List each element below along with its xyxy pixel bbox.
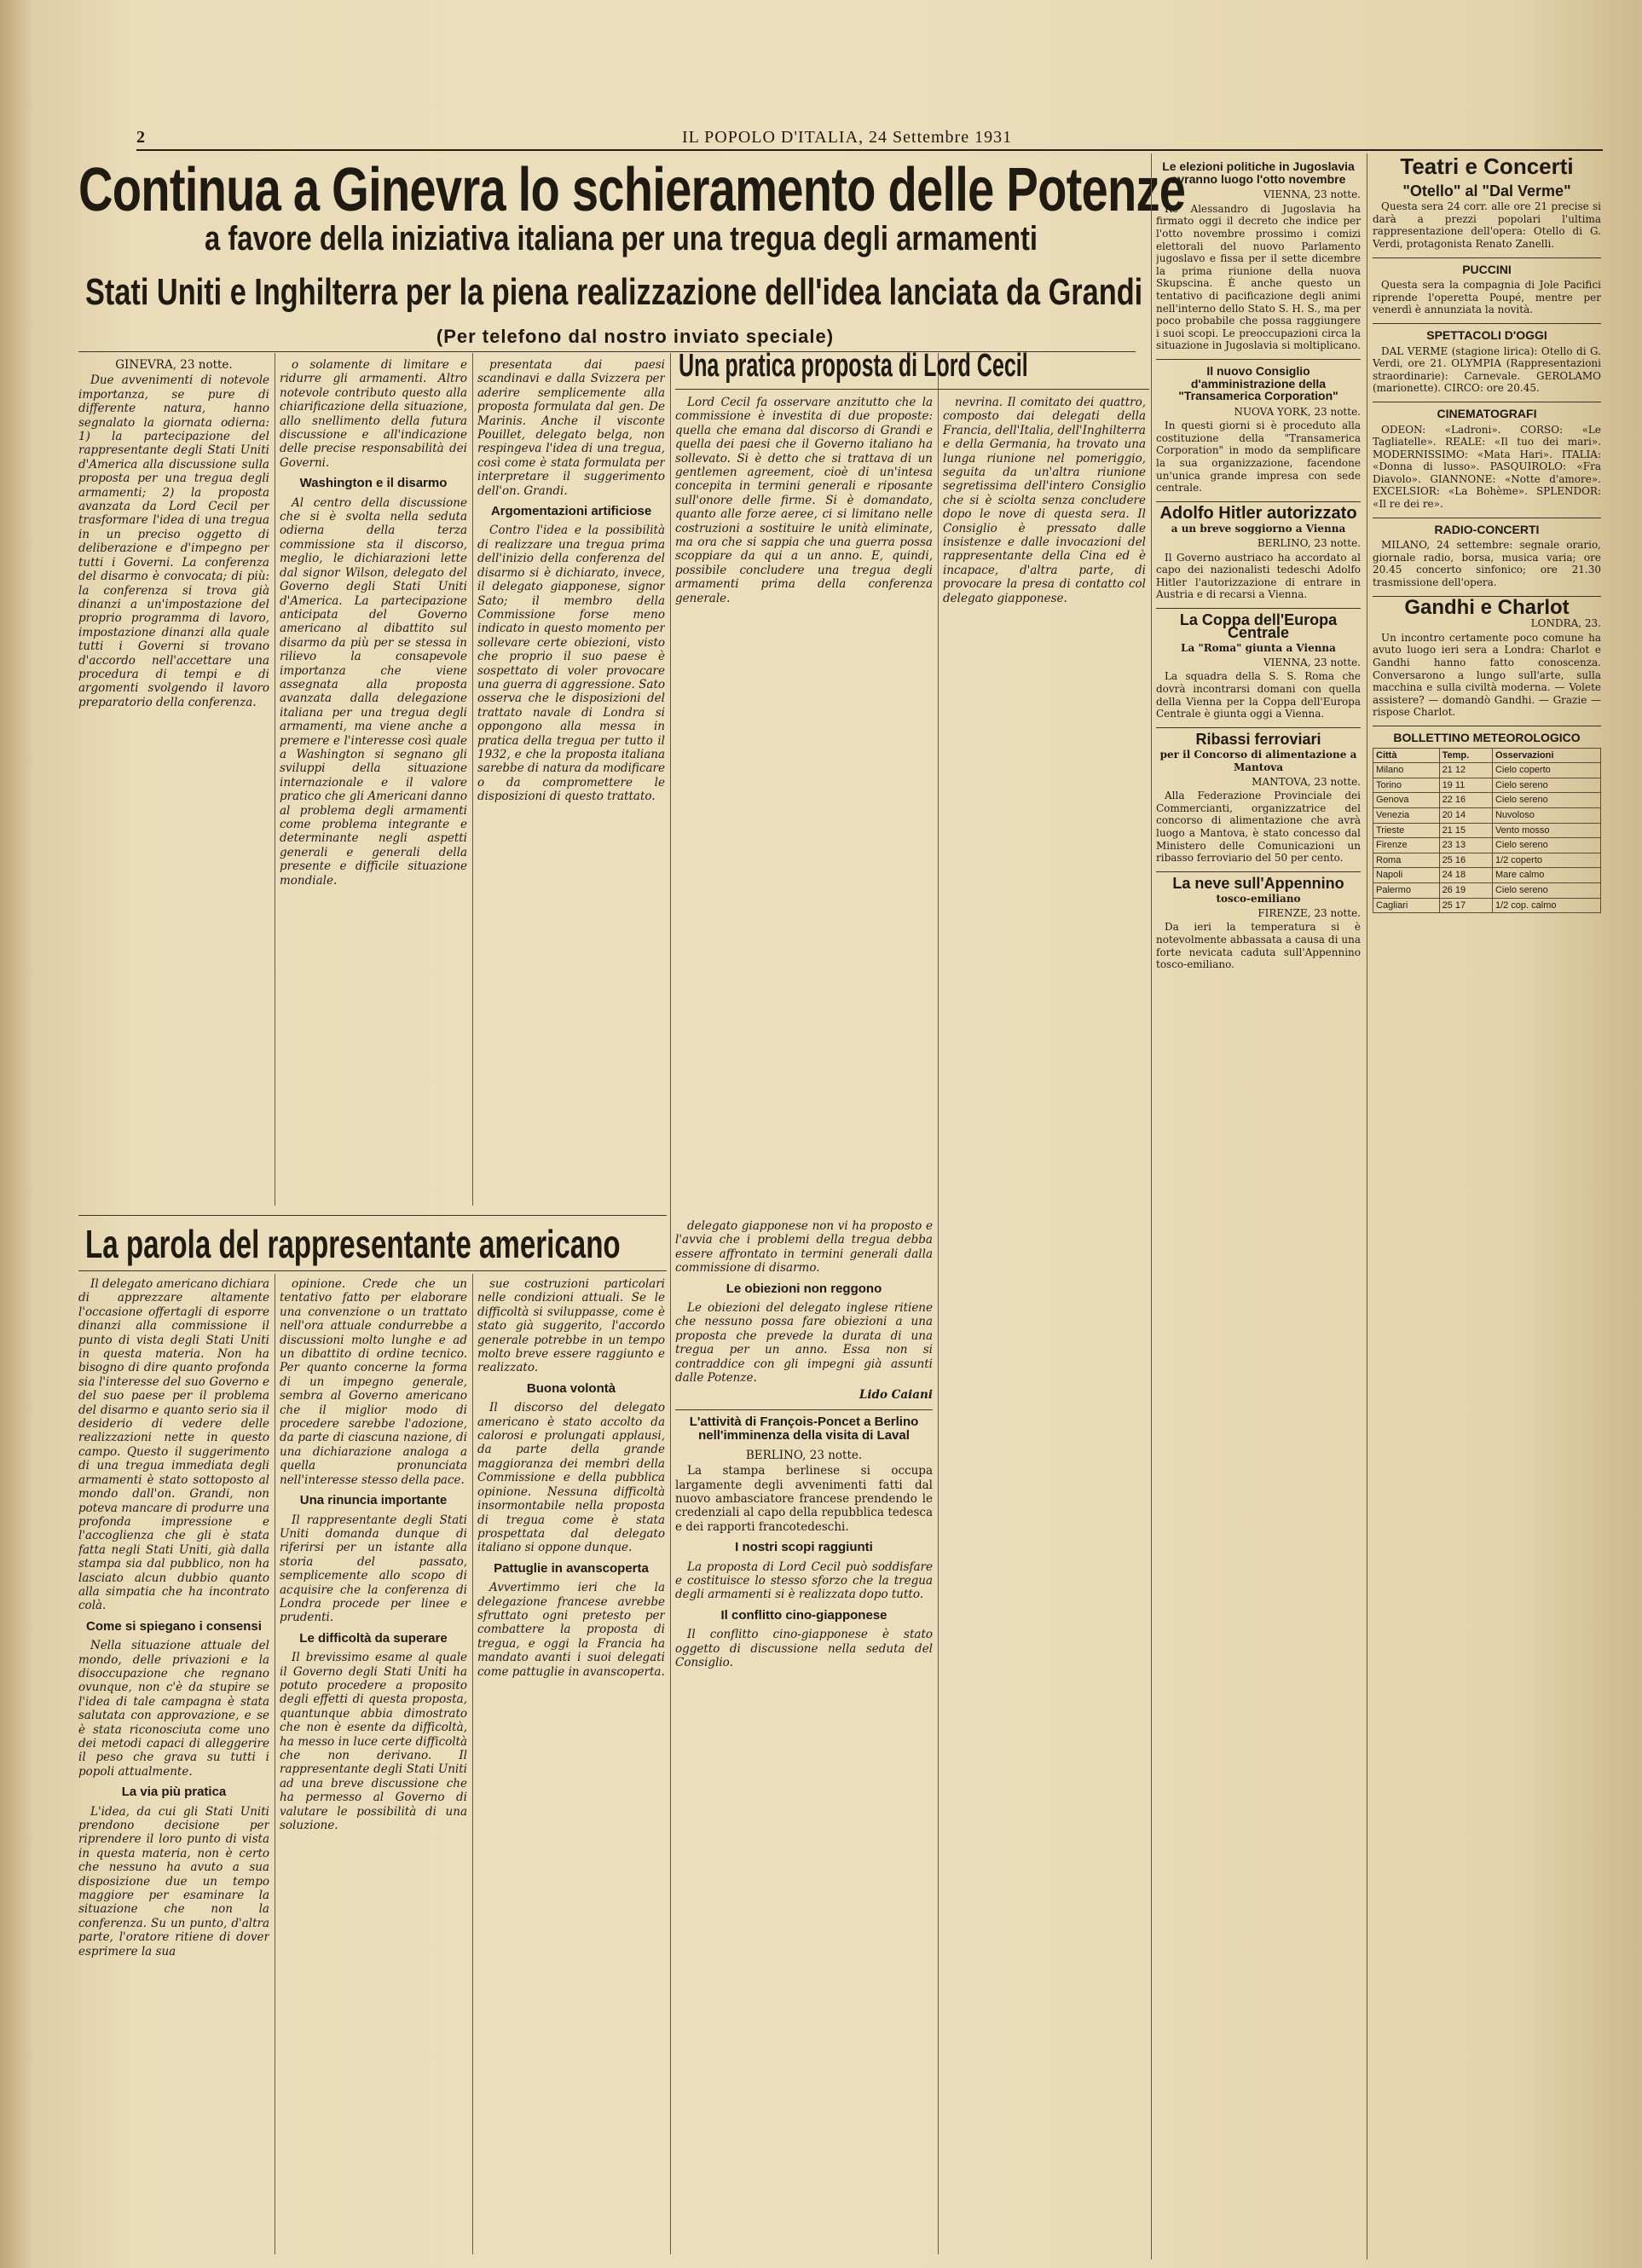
cecil-col-3	[675, 1219, 933, 2259]
table-row	[1373, 823, 1601, 838]
paragraph: Il rappresentante degli Stati Uniti domanda dunque di riferirsi per un istante alla storia del passato, semplicemente allo scopo di acquisire che la conferenza di Londra procede per linee e prudenti.	[280, 1513, 467, 1625]
paragraph: Contro l'idea e la possibilità di realizzare una tregua prima dell'inizio della conferenza del disarmo si è dichiarato, invece, il delegato giapponese, signor Sato; il membro della Commissione forse meno indicato in questo momento per sollevare certe obiezioni, visto che proprio il suo paese è sospettato di voler provocare una guerra di aggressione. Sato osserva che le disposizioni del trattato navale di Londra si oppongono alla messa in pratica della tregua per tutto il 1932, e che la proposta italiana sarebbe di natura da modificare o da compromettere le disposizioni di questo trattato.	[477, 524, 665, 804]
paragraph: Il brevissimo esame al quale il Governo degli Stati Uniti ha potuto procedere a proposito degli effetti di questa proposta, quantunque abbia dimostrato che non è esente da difficoltà, ha messo in luce certe difficoltà che non derivano. Il rappresentante degli Stati Uniti ad una breve discussione che ha permesso al Governo di valutare le possibilità di una soluzione.	[280, 1651, 467, 1833]
table-row	[1373, 868, 1601, 883]
column-rule	[670, 353, 671, 2254]
table-cell: Mare calmo	[1492, 868, 1600, 883]
table-header-row	[1373, 748, 1601, 763]
table-cell: Nuvoloso	[1492, 807, 1600, 823]
paragraph: La stampa berlinese si occupa largamente degli avvenimenti fatti dal nuovo ambasciatore francese prendendo le credenziali al capo della repubblica tedesca e dei rapporti francotedeschi.	[675, 1464, 933, 1534]
paragraph: In questi giorni si è proceduto alla costituzione della "Transamerica Corporation" in modo da semplificare la sua organizzazione, facendone un'unica grande impresa con sede centrale.	[1156, 419, 1361, 495]
dateline: LONDRA, 23.	[1530, 617, 1601, 630]
main-col-3	[477, 358, 665, 1211]
table-row	[1373, 793, 1601, 808]
scan-edge	[0, 0, 36, 2268]
table-cell: 23 13	[1439, 838, 1492, 853]
teatri-title: Teatri e Concerti	[1400, 153, 1574, 179]
paragraph: La proposta di Lord Cecil può soddisfare e costituisce lo stesso sforzo che la tregua degli armamenti si è realizzata dopo tutto.	[675, 1559, 933, 1602]
weather-title: BOLLETTINO METEOROLOGICO	[1373, 726, 1601, 744]
paragraph: Due avvenimenti di notevole importanza, se pure di differente natura, hanno segnalato la giornata odierna: 1) la partecipazione del rappresentante degli Stati Uniti d'America alla discussione sulla proposta per una tregua degli armamenti; 2) la proposta avanzata da Lord Cecil per trasformare l'idea di una tregua in un preciso oggetto di deliberazione e d'impegno per tutti i Governi. La conferenza del disarmo è convocata; di più: la conferenza si trova già dinanzi a un'impostazione del proprio programma di lavoro, impostazione dinanzi alla quale tutti i Governi si trovano d'accordo nell'accettare una procedura di tempi e di argomenti svolgendo il lavoro preparatorio della conferenza.	[78, 373, 269, 709]
cecil-col-1	[675, 396, 933, 1214]
main-subheadline: a favore della iniziativa italiana per una tregua degli armamenti	[205, 220, 1038, 257]
column-rule	[1151, 153, 1152, 2259]
table-cell: Palermo	[1373, 882, 1440, 898]
dateline: FIRENZE, 23 notte.	[1258, 906, 1361, 919]
subhead-obiezioni: Le obiezioni non reggono	[726, 1281, 882, 1296]
table-header: Temp.	[1439, 748, 1492, 763]
paragraph: L'idea, da cui gli Stati Uniti prendono decisione per riprendere il loro punto di vista in questa materia, non è certo che nessuno ha avuto a sua disposizione due un tempo maggiore per esaminare la situazione che non la conferenza. Su un punto, d'altra parte, l'oratore ritiene di dover esprimere la sua	[78, 1804, 269, 1958]
subhead-difficolta: Le difficoltà da superare	[299, 1630, 448, 1646]
table-row	[1373, 838, 1601, 853]
subhead-via: La via più pratica	[121, 1785, 227, 1800]
cecil-headline: Una pratica proposta di Lord Cecil	[679, 348, 1028, 384]
section-rule	[78, 1270, 667, 1271]
dateline: MANTOVA, 23 notte.	[1252, 775, 1361, 788]
cecil-rule	[675, 389, 1149, 390]
table-cell: 21 15	[1439, 823, 1492, 838]
paragraph: opinione. Crede che un tentativo fatto per elaborare una convenzione o un trattato nell'ora attuale condurrebbe a discussioni molto lunghe e ad un dibattito di ordine tecnico. Per quanto concerne la forma di un impegno generale, sembra al Governo americano che il miglior modo di procedere sarebbe l'adozione, da parte di ciascuna nazione, di una dichiarazione analoga a quella pronunciata nell'interesse stesso della pace.	[280, 1277, 467, 1487]
puccini-title: PUCCINI	[1373, 257, 1601, 276]
subhead-cinese: Il conflitto cino-giapponese	[720, 1607, 887, 1623]
page-header	[136, 128, 1151, 148]
subhead-pattuglie: Pattuglie in avanscoperta	[494, 1560, 649, 1576]
table-cell: 25 17	[1439, 898, 1492, 913]
paragraph: Al centro della discussione che si è svolta nella seduta odierna della terza commissione sta il discorso, meglio, le dichiarazioni lette dal signor Wilson, delegato del Governo degli Stati Uniti d'America. La partecipazione anticipata del Governo americano al dibattito sul disarmo da più per se stessa in rilievo la consapevole importanza che viene assegnata alla proposta avanzata dalla delegazione italiana per una tregua degli armamenti, ma viene anche a premere e l'interesse così quale a Washington si segnano gli sviluppi della situazione internazionale e il valore pratico che gli Americani danno al problema degli armamenti come problema integrante e determinante negli aspetti generali e generali della presente e difficile situazione mondiale.	[280, 495, 467, 888]
cecil-col-2	[943, 396, 1146, 1214]
dateline: GINEVRA, 23 notte.	[115, 358, 233, 372]
paragraph: Il conflitto cino-giapponese è stato oggetto di discussione nella seduta del Consiglio.	[675, 1628, 933, 1669]
table-cell: 26 19	[1439, 882, 1492, 898]
cinema-title: CINEMATOGRAFI	[1373, 402, 1601, 420]
ribassi-sub: per il Concorso di alimentazione a Mantova	[1159, 749, 1357, 773]
dateline: BERLINO, 23 notte.	[745, 1448, 863, 1462]
entertainment-column	[1373, 153, 1601, 2259]
table-cell: Cielo sereno	[1492, 838, 1600, 853]
subhead-scopi: I nostri scopi raggiunti	[735, 1540, 873, 1555]
table-cell: 21 12	[1439, 763, 1492, 778]
table-cell: Roma	[1373, 853, 1440, 868]
paragraph: presentata dai paesi scandinavi e dalla Svizzera per aderire semplicemente alla proposta formulata dal gen. De Marinis. Anche il visconte Pouillet, delegato belga, non respingeva l'idea di una tregua, così come è stata formulata per interpretare il suggerimento dell'on. Grandi.	[477, 358, 665, 498]
column-rule	[938, 353, 939, 2254]
masthead: IL POPOLO D'ITALIA, 24 Settembre 1931	[682, 128, 1013, 147]
main-col-2	[280, 358, 467, 1211]
paragraph: o solamente di limitare e ridurre gli armamenti. Altro notevole contributo questo alla chiarificazione della situazione, allo snellimento della futura discussione e all'indicazione delle precise responsabilità dei Governi.	[280, 358, 467, 470]
paragraph: Un incontro certamente poco comune ha avuto luogo ieri sera a Londra: Charlot e Gandhi hanno fatto conoscenza. Conversarono a lungo sull'arte, sulla macchina e sulla civiltà moderna. — Volete assistere? — domandò Gandhi. — Grazie — rispose Charlot.	[1373, 631, 1601, 719]
table-row	[1373, 853, 1601, 868]
radio-title: RADIO-CONCERTI	[1373, 518, 1601, 536]
coppa-sub: La "Roma" giunta a Vienna	[1181, 642, 1336, 655]
coppa-title: La Coppa dell'Europa Centrale	[1156, 608, 1361, 639]
table-cell: 19 11	[1439, 778, 1492, 793]
consiglio-title: Il nuovo Consiglio d'amministrazione della "Transamerica Corporation"	[1156, 359, 1361, 402]
page-number: 2	[136, 128, 145, 147]
hitler-title: Adolfo Hitler autorizzato	[1156, 501, 1361, 520]
table-cell: Cagliari	[1373, 898, 1440, 913]
paragraph: sue costruzioni particolari nelle condizioni attuali. Se le difficoltà si sviluppasse, come è stato già suggerito, l'accordo generale potrebbe in un tempo molto breve essere raggiunto e realizzato.	[477, 1277, 665, 1375]
table-header: Osservazioni	[1492, 748, 1600, 763]
american-col-1	[78, 1277, 269, 2258]
dateline: NUOVA YORK, 23 notte.	[1234, 405, 1361, 418]
table-cell: Firenze	[1373, 838, 1440, 853]
table-cell: Torino	[1373, 778, 1440, 793]
neve-title: La neve sull'Appennino	[1156, 871, 1361, 890]
column-rule	[472, 353, 473, 1206]
section-rule	[78, 1215, 667, 1216]
table-cell: 22 16	[1439, 793, 1492, 808]
paragraph: Da ieri la temperatura si è notevolmente abbassata a causa di una forte nevicata caduta sull'Appennino tosco-emiliano.	[1156, 921, 1361, 971]
weather-body	[1373, 763, 1601, 913]
table-cell: Milano	[1373, 763, 1440, 778]
table-row	[1373, 763, 1601, 778]
header-rule	[136, 149, 1603, 151]
paragraph: Il delegato americano dichiara di apprezzare altamente l'occasione offertagli di esporre dinanzi alla commissione il punto di vista degli Stati Uniti in questa materia. Non ha bisogno di dire quanto profonda sia l'interesse del suo Governo e del suo paese per il problema del disarmo e quanto serio sia il desiderio di vedere delle realizzazioni nette in questo campo. Questo il suggerimento di una tregua immediata degli armamenti è stato sottoposto al mondo dall'on. Grandi, non poteva mancare di produrre una profonda impressione e l'accoglienza che gli è stata fatta negli Stati Uniti, già dalla stampa sia dal pubblico, non ha lasciato alcun dubbio quanto alla simpatia che ha incontrato colà.	[78, 1277, 269, 1613]
table-cell: Vento mosso	[1492, 823, 1600, 838]
subhead-buona: Buona volontà	[526, 1380, 616, 1396]
paragraph: Nella situazione attuale del mondo, delle privazioni e la disoccupazione che regnano ovunque, non c'è da stupire se l'idea di tale campagna è stata salutata con approvazione, e se è stata riconosciuta come uno dei metodi capaci di alleggerire il peso che grava su tutti i popoli attualmente.	[78, 1639, 269, 1779]
paragraph: nevrina. Il comitato dei quattro, composto dai delegati della Francia, dell'Italia, dell'Inghilterra e della Germania, ha trovato una lunga riunione nel pomeriggio, seguita da un'altra riunione segretissima dell'intero Consiglio che si è sciolta senza concludere dopo le nove di questa sera. Il Consiglio è pressato dalle insistenze e dalle invocazioni del rappresentante della Cina ed è incapace, d'altra parte, di provocare la presa di contatto col delegato giapponese.	[943, 396, 1146, 605]
elezioni-title: Le elezioni politiche in Jugoslavia avranno luogo l'otto novembre	[1162, 159, 1355, 186]
subhead-rinuncia: Una rinuncia importante	[299, 1493, 448, 1508]
table-cell: 1/2 cop. calmo	[1492, 898, 1600, 913]
ribassi-title: Ribassi ferroviari	[1156, 727, 1361, 746]
table-header: Città	[1373, 748, 1440, 763]
table-cell: 24 18	[1439, 868, 1492, 883]
table-row	[1373, 807, 1601, 823]
paragraph: La squadra della S. S. Roma che dovrà incontrarsi domani con quella della Vienna per la Coppa dell'Europa Centrale è giunta oggi a Vienna.	[1156, 670, 1361, 720]
subhead-argomentazioni: Argomentazioni artificiose	[490, 504, 652, 519]
paragraph: DAL VERME (stagione lirica): Otello di G. Verdi, ore 21. OLYMPIA (Rappresentazioni straordinarie): Carnevale. GEROLAMO (marionette). CIRCO: ore 20.45.	[1373, 344, 1601, 395]
table-cell: Venezia	[1373, 807, 1440, 823]
subhead-francois: L'attività di François-Poncet a Berlino nell'imminenza della visita di Laval	[675, 1409, 933, 1444]
table-cell: Trieste	[1373, 823, 1440, 838]
otello-title: "Otello" al "Dal Verme"	[1402, 182, 1571, 200]
american-col-2	[280, 1277, 467, 2258]
table-cell: Cielo sereno	[1492, 778, 1600, 793]
american-headline: La parola del rappresentante americano	[85, 1222, 621, 1266]
hitler-sub: a un breve soggiorno a Vienna	[1171, 523, 1346, 535]
paragraph: Re Alessandro di Jugoslavia ha firmato oggi il decreto che indice per l'otto novembre prossimo i comizi elettorali del nuovo Parlamento jugoslavo e fissa per il sette dicembre la prima riunione della nuova Skupscina. È anche questo un tentativo di pacificazione degli animi nell'interno dello Stato S. H. S., ma per poco probabile che possa raggiungere i suoi scopi. Le preoccupazioni circa la situazione in Jugoslavia si moltiplicano.	[1156, 202, 1361, 352]
subhead-washington: Washington e il disarmo	[299, 476, 448, 491]
gandhi-title: Gandhi e Charlot	[1373, 596, 1601, 615]
table-row	[1373, 778, 1601, 793]
paragraph: Il discorso del delegato americano è stato accolto da calorosi e prolungati applausi, da parte della grande maggioranza dei membri della Commissione e della pubblica opinione. Nessuna difficoltà insormontabile nella proposta di tregua come è stata prospettata dal delegato italiano si oppone dunque.	[477, 1401, 665, 1555]
table-row	[1373, 898, 1601, 913]
main-headline: Continua a Ginevra lo schieramento delle Potenze	[78, 156, 1186, 224]
main-byline: (Per telefono dal nostro inviato speciale)	[436, 326, 835, 347]
paragraph: Lord Cecil fa osservare anzitutto che la commissione è investita di due proposte: quella che emana dal discorso di Grandi e quella dei paesi che il Governo italiano ha sollevato. Si è detto che si trattava di un gentlemen agreement, cioè di un'intesa concepita in termini generali e riposante sull'onore delle firme. Si è domandato, quanto alle forze aeree, ci si limitano nelle costruzioni a sostituire le unità eliminate, ma ora che si sappia che una guerra possa scoppiare da qui a un anno. E, quindi, possibile concludere una tregua degli armamenti prima della conferenza generale.	[675, 396, 933, 605]
table-cell: Cielo coperto	[1492, 763, 1600, 778]
paragraph: Questa sera la compagnia di Jole Pacifici riprende l'operetta Poupé, mentre per venerdì è annunziata la novità.	[1373, 279, 1601, 316]
dateline: VIENNA, 23 notte.	[1263, 188, 1361, 201]
neve-sub: tosco-emiliano	[1216, 893, 1301, 905]
table-cell: Cielo sereno	[1492, 793, 1600, 808]
table-cell: 25 16	[1439, 853, 1492, 868]
main-col-1	[78, 358, 269, 1211]
signature: Lido Caiani	[859, 1388, 933, 1403]
news-column	[1156, 153, 1361, 2259]
american-col-3	[477, 1277, 665, 2258]
subhead-come: Come si spiegano i consensi	[86, 1618, 262, 1634]
paragraph: Le obiezioni del delegato inglese ritiene che nessuno possa fare obiezioni a una proposta che prevede la durata di una tregua per un anno. Essa non si contraddice con gli impegni già assunti dalle Potenze.	[675, 1301, 933, 1386]
table-row	[1373, 882, 1601, 898]
paragraph: Avvertimmo ieri che la delegazione francese avrebbe sfruttato ogni pretesto per combattere la proposta di tregua, e oggi la Francia ha mandato avanti i suoi delegati come pattuglie in avanscoperta.	[477, 1581, 665, 1679]
paragraph: Alla Federazione Provinciale dei Commercianti, organizzatrice del concorso di alimentazione che avrà luogo a Mantova, è stato concesso dal Ministero delle Comunicazioni un ribasso ferroviario del 50 per cento.	[1156, 790, 1361, 865]
table-cell: Cielo sereno	[1492, 882, 1600, 898]
table-cell: 20 14	[1439, 807, 1492, 823]
table-cell: Napoli	[1373, 868, 1440, 883]
dateline: BERLINO, 23 notte.	[1257, 537, 1361, 550]
dateline: VIENNA, 23 notte.	[1263, 656, 1361, 668]
paragraph: Il Governo austriaco ha accordato al capo dei nazionalisti tedeschi Adolfo Hitler l'autorizzazione di entrare in Austria e di recarsi a Vienna.	[1156, 551, 1361, 601]
paragraph: delegato giapponese non vi ha proposto e l'avvia che i problemi della tregua debba essere affrontato in termini generali dalla commissione di disarmo.	[675, 1219, 933, 1276]
main-deck: Stati Uniti e Inghilterra per la piena realizzazione dell'idea lanciata da Grandi	[85, 271, 1143, 313]
table-cell: 1/2 coperto	[1492, 853, 1600, 868]
table-cell: Genova	[1373, 793, 1440, 808]
paragraph: Questa sera 24 corr. alle ore 21 precise si darà a prezzi popolari l'ultima rappresentazione dell'opera: Otello di G. Verdi, protagonista Renato Zanelli.	[1373, 200, 1601, 250]
paragraph: ODEON: «Ladroni». CORSO: «Le Tagliatelle». REALE: «Il tuo dei mari». MODERNISSIMO: «Mata Hari». ITALIA: «Donna di lusso». PASQUIROLO: «Fra Diavolo». GIANNONE: «Notte d'amore». EXCELSIOR: «La Bohème». SPLENDOR: «Il re dei re».	[1373, 423, 1601, 511]
paragraph: MILANO, 24 settembre: segnale orario, giornale radio, borsa, musica varia; ore 20.45 concerto sinfonico; ore 21.30 trasmissione dell'opera.	[1373, 539, 1601, 589]
weather-table	[1373, 748, 1601, 914]
column-rule	[472, 1274, 473, 2254]
spettacoli-title: SPETTACOLI D'OGGI	[1373, 323, 1601, 342]
